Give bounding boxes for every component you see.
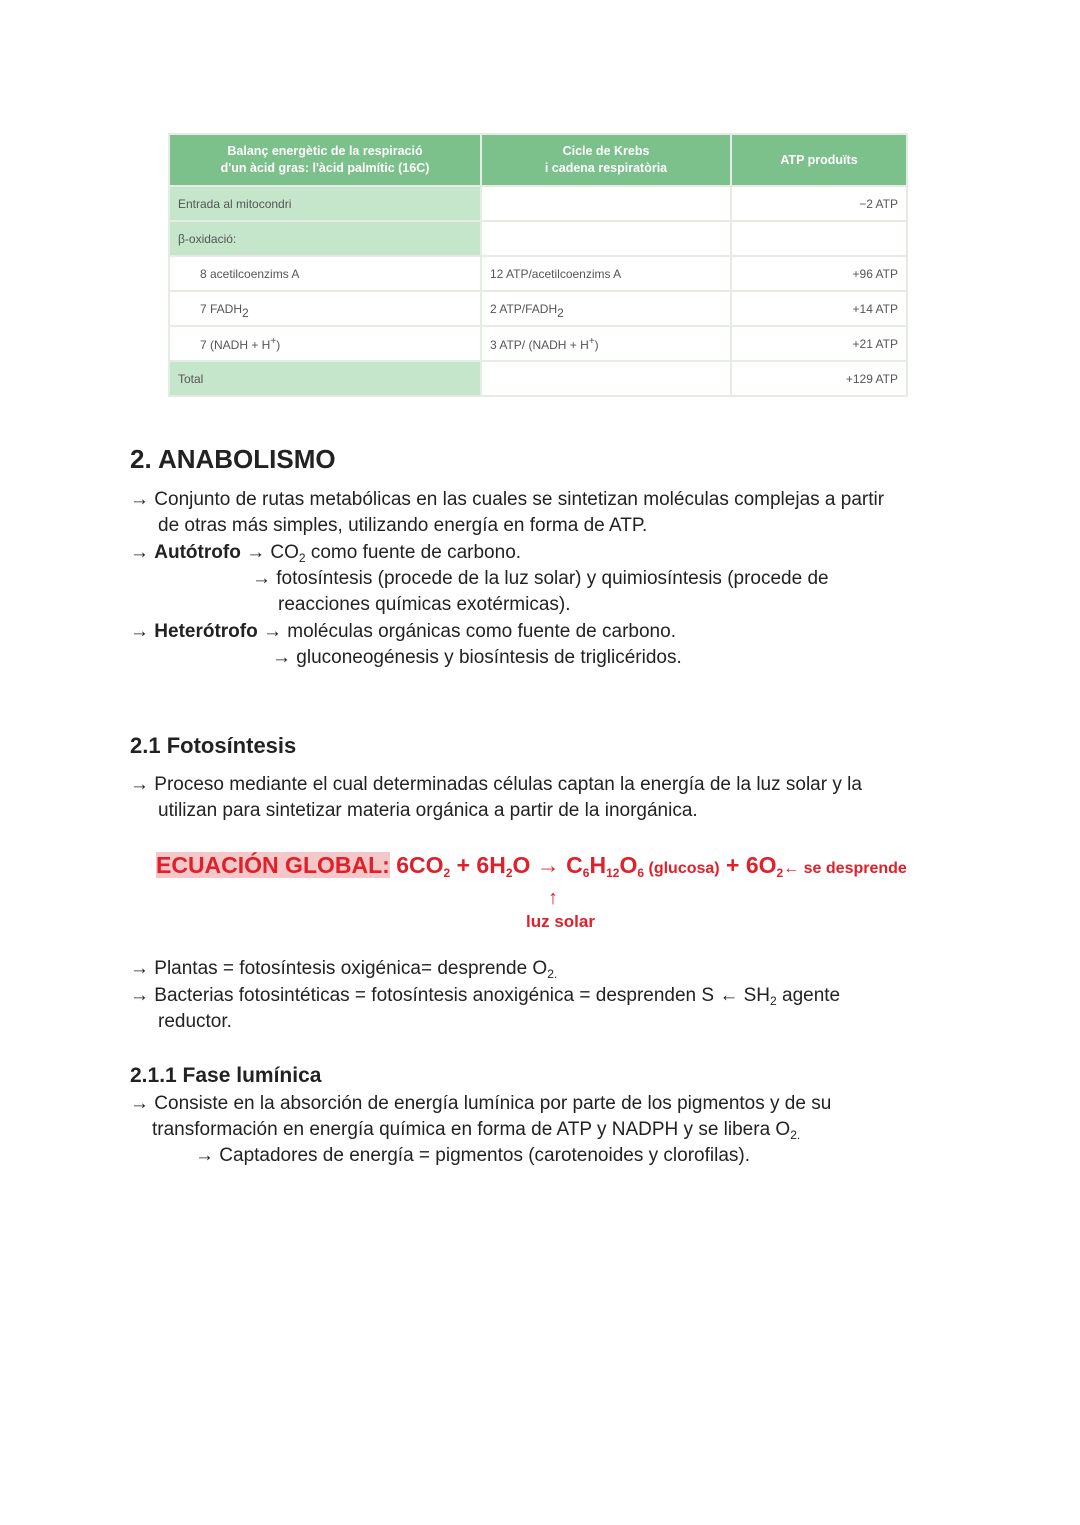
cell: β-oxidació: [169,221,481,256]
text: → Bacterias fotosintéticas = fotosíntesis anoxigénica = desprenden S ← SH [130,985,771,1006]
cell-text: ) [594,337,599,352]
cell: Entrada al mitocondri [169,186,481,221]
text: → Plantas = fotosíntesis oxigénica= desprende O [130,958,548,979]
subscript: 2 [557,305,564,320]
cell: Total [169,361,481,396]
subscript: 2 [298,551,306,565]
section-heading: 2. ANABOLISMO [130,444,336,474]
subscript: 2 [443,866,451,880]
luz-solar-label: luz solar [526,912,595,931]
subscript: 2. [547,967,558,981]
text-line [130,620,676,644]
cell [731,221,907,256]
text: → CO [240,542,299,563]
eq: O [619,852,638,878]
cell: +21 ATP [731,326,907,361]
table-header [481,134,731,186]
text-line: reacciones químicas exotérmicas). [278,594,571,615]
table-row [169,186,907,221]
cell: 8 acetilcoenzims A [169,256,481,291]
cell-text: 7 FADH [200,301,243,316]
subscript: 2 [242,305,249,320]
text-line: → fotosíntesis (procede de la luz solar) y quimiosíntesis (procede de [252,568,829,589]
cell-text: 3 ATP/ (NADH + H [490,337,589,352]
cell [169,291,481,326]
eq-note: (glucosa) [644,860,720,877]
text-line [152,1118,800,1142]
cell-text: ) [276,337,281,352]
cell [481,221,731,256]
cell: +14 ATP [731,291,907,326]
superscript: + [270,335,277,347]
text-line: → Captadores de energía = pigmentos (carotenoides y clorofilas). [195,1145,750,1166]
text-line: → gluconeogénesis y biosíntesis de triglicéridos. [272,647,682,668]
subscript: 2 [776,866,784,880]
equation-label: ECUACIÓN GLOBAL: [156,852,390,878]
text-line: → Proceso mediante el cual determinadas células captan la energía de la luz solar y la [130,774,862,795]
text-line: reductor. [158,1011,232,1032]
eq: + 6O [719,852,777,878]
eq-note: ← se desprende [783,860,907,877]
subscript: 2 [505,866,513,880]
table-row [169,361,907,396]
subscript: 6 [637,866,645,880]
atp-balance-table [168,133,908,397]
text: como fuente de carbono. [305,542,522,563]
subscript: 12 [606,866,620,880]
text-line: → Consiste en la absorción de energía lumínica por parte de los pigmentos y de su [130,1093,832,1114]
table-row [169,291,907,326]
eq: H [589,852,607,878]
text-line: de otras más simples, utilizando energía en forma de ATP. [158,515,648,536]
term: Autótrofo [154,542,241,563]
subsection-heading: 2.1 Fotosíntesis [130,733,297,758]
cell: −2 ATP [731,186,907,221]
subsubsection-heading: 2.1.1 Fase lumínica [130,1064,322,1087]
arrow: → [130,542,155,563]
text-line [130,957,557,981]
header-line: Balanç energètic de la respiració [227,144,423,158]
text-line [130,984,840,1008]
cell [481,291,731,326]
cell: +129 ATP [731,361,907,396]
cell [481,361,731,396]
header-line: Cicle de Krebs [562,144,650,158]
table-row [169,221,907,256]
cell [481,186,731,221]
arrow: → [130,621,155,642]
text: agente [776,985,841,1006]
table-header-row [169,134,907,186]
table-row [169,256,907,291]
global-equation [156,853,907,881]
cell [169,326,481,361]
eq: + 6H [450,852,506,878]
cell: +96 ATP [731,256,907,291]
text-line [130,541,521,565]
text-line: → Conjunto de rutas metabólicas en las cuales se sintetizan moléculas complejas a partir [130,489,885,510]
up-arrow-icon: ↑ [548,887,558,909]
header-line: d'un àcid gras: l'àcid palmític (16C) [220,161,430,175]
superscript: + [588,335,595,347]
eq: 6CO [396,852,444,878]
text: transformación en energía química en forma de ATP y NADPH y se libera O [152,1119,791,1140]
subscript: 2 [770,994,777,1008]
text: → moléculas orgánicas como fuente de carbono. [257,621,676,642]
cell [481,326,731,361]
cell-text: 7 (NADH + H [200,337,271,352]
subscript: 2. [790,1128,801,1142]
cell-text: 2 ATP/FADH [490,301,558,316]
table-header: ATP produïts [731,134,907,186]
table-row [169,326,907,361]
table-header [169,134,481,186]
term: Heterótrofo [154,621,258,642]
cell: 12 ATP/acetilcoenzims A [481,256,731,291]
eq: O → C [512,852,583,878]
text-line: utilizan para sintetizar materia orgánica a partir de la inorgánica. [158,800,698,821]
header-line: i cadena respiratòria [544,161,668,175]
subscript: 6 [582,866,590,880]
